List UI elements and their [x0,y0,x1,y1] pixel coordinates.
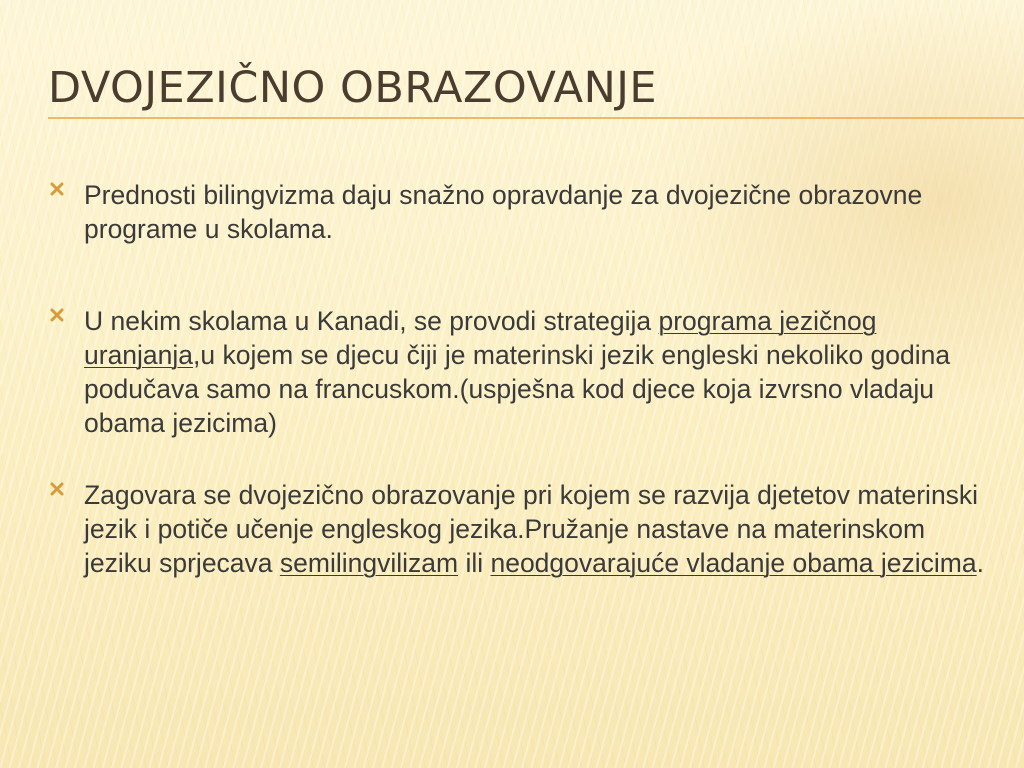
immersion-program-link[interactable]: programa jezičnog uranjanja [84,306,877,370]
bullet-text-after: . [976,548,984,578]
semilingualism-link[interactable]: semilingvilizam [279,548,459,578]
slide-title: DVOJEZIČNO OBRAZOVANJE [48,63,658,113]
bullet-text-after: ,u kojem se djecu čiji je materinski jezik engleski nekoliko godina podučava samo na francuskom.(uspješna kod djece koja izvrsno vladaju obama jezicima) [84,340,951,438]
x-mark-icon [50,482,66,498]
bullet-list [48,178,988,618]
x-mark-icon [50,308,66,324]
title-underline-rule [48,117,1024,119]
bullet-item-2 [48,304,988,440]
inadequate-proficiency-link[interactable]: neodgovarajuće vladanje obama jezicima [490,548,977,578]
bullet-text-before: Zagovara se dvojezično obrazovanje pri kojem se razvija djetetov materinski jezik i potiče učenje engleskog jezika.Pružanje nastave na materinskom jeziku sprjecava [84,480,979,578]
bullet-text: Prednosti bilingvizma daju snažno opravdanje za dvojezične obrazovne programe u skolama. [84,180,923,244]
bullet-item-1 [48,178,988,246]
bullet-text-middle: ili [458,548,491,578]
bullet-item-3 [48,478,988,580]
x-mark-icon [50,182,66,198]
bullet-text-before: U nekim skolama u Kanadi, se provodi strategija [84,306,659,336]
